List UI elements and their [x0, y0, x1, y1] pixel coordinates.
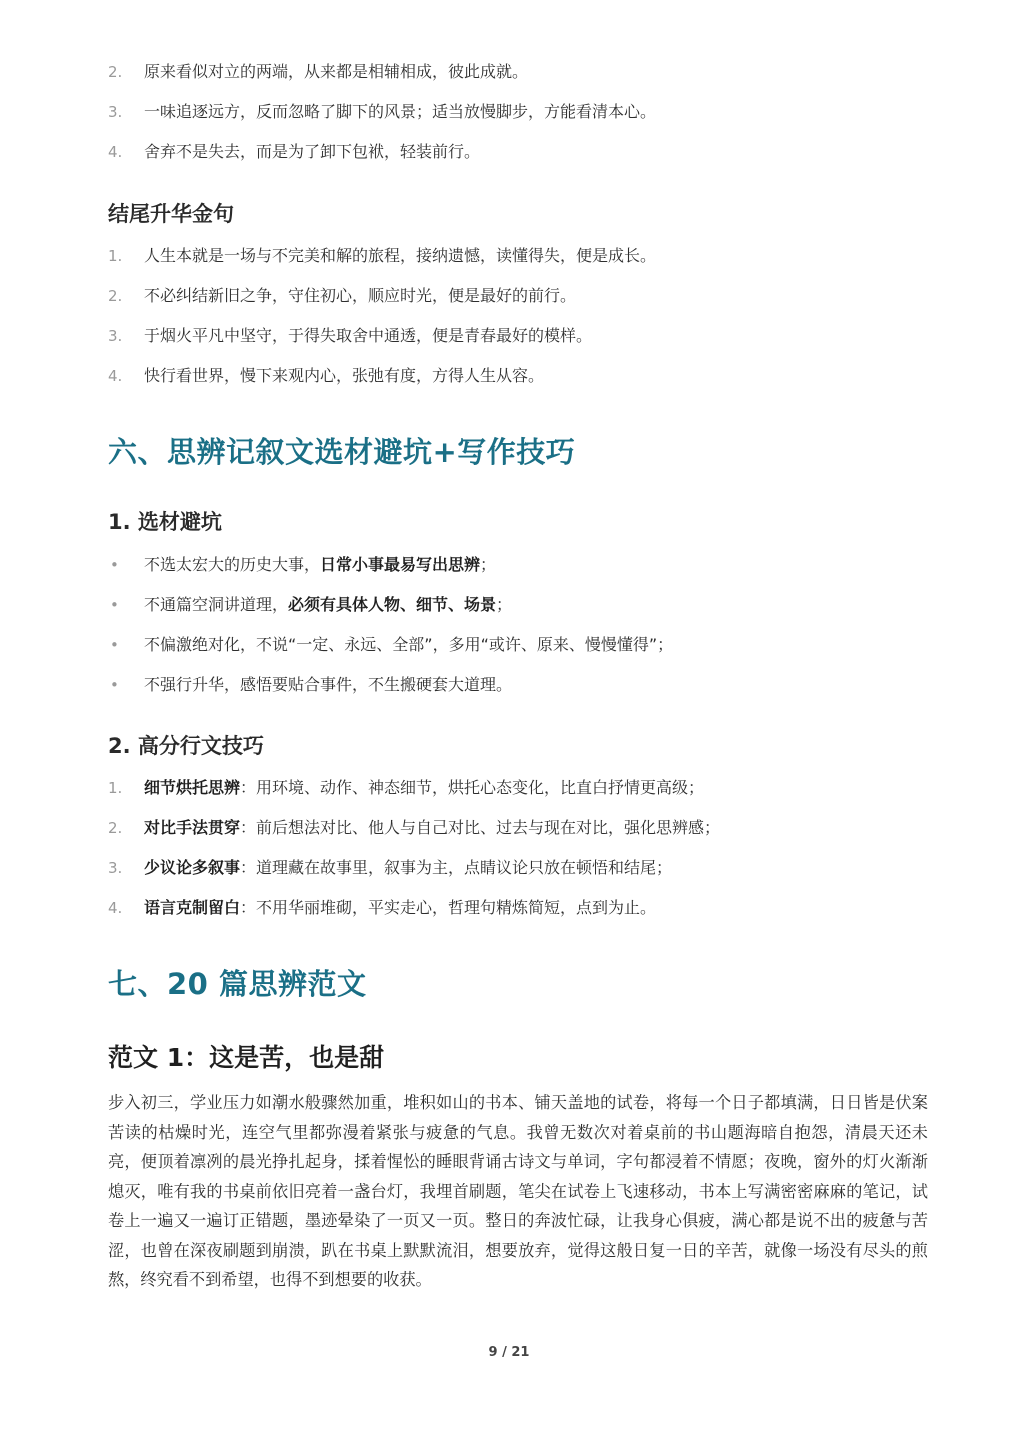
list-item: 1. 人生本就是一场与不完美和解的旅程，接纳遗憾，读懂得失，便是成长。 [108, 246, 657, 265]
list-item: 2. 原来看似对立的两端，从来都是相辅相成，彼此成就。 [108, 62, 529, 81]
essay-title: 范文 1：这是苦，也是甜 [108, 1043, 385, 1072]
list-item: 4. 快行看世界，慢下来观内心，张弛有度，方得人生从容。 [108, 366, 545, 385]
list-item: 4. 语言克制留白：不用华丽堆砌，平实走心，哲理句精炼简短，点到为止。 [108, 898, 657, 917]
page-number: 9 / 21 [488, 1345, 530, 1360]
essay-paragraph: 步入初三，学业压力如潮水般骤然加重，堆积如山的书本、铺天盖地的试卷，将每一个日子都填满，日日皆是伏案苦读的枯燥时光，连空气里都弥漫着紧张与疲惫的气息。我曾无数次对着桌前的书山题海暗自抱怨，清晨天还未亮，便顶着凛冽的晨光挣扎起身，揉着惺忪的睡眼背诵古诗文与单词，字句都浸着不情愿；夜晚，窗外的灯火渐渐熄灭，唯有我的书桌前依旧亮着一盏台灯，我埋首刷题，笔尖在试卷上飞速移动，书本上写满密密麻麻的笔记，试卷上一遍又一遍订正错题，墨迹晕染了一页又一页。整日的奔波忙碌，让我身心俱疲，满心都是说不出的疲惫与苦涩，也曾在深夜刷题到崩溃，趴在书桌上默默流泪，想要放弃，觉得这般日复一日的辛苦，就像一场没有尽头的煎熬，终究看不到希望，也得不到想要的收获。 [108, 1093, 928, 1289]
bullet: • [110, 676, 119, 694]
list-item: 3. 一味追逐远方，反而忽略了脚下的风景；适当放慢脚步，方能看清本心。 [108, 102, 657, 121]
ending-list [108, 236, 656, 396]
subsection-heading: 1. 选材避坑 [108, 510, 222, 534]
bullet: • [110, 636, 119, 654]
continued-list [108, 52, 656, 172]
bullet: • [110, 556, 119, 574]
list-item: • 不通篇空洞讲道理，必须有具体人物、细节、场景； [108, 585, 673, 625]
ending-heading: 结尾升华金句 [108, 202, 234, 226]
section-7-title: 七、20 篇思辨范文 [108, 967, 367, 1001]
writing-tips-list [108, 768, 720, 928]
bullet: • [110, 596, 119, 614]
section-6-title: 六、思辨记叙文选材避坑+写作技巧 [108, 435, 576, 469]
list-item: 2. 对比手法贯穿：前后想法对比、他人与自己对比、过去与现在对比，强化思辨感； [108, 818, 721, 837]
subsection-heading: 2. 高分行文技巧 [108, 734, 264, 758]
list-item: 2. 不必纠结新旧之争，守住初心，顺应时光，便是最好的前行。 [108, 286, 577, 305]
list-item: 4. 舍弃不是失去，而是为了卸下包袱，轻装前行。 [108, 142, 481, 161]
list-item: • 不强行升华，感悟要贴合事件，不生搬硬套大道理。 [108, 665, 673, 705]
list-item: 3. 于烟火平凡中坚守，于得失取舍中通透，便是青春最好的模样。 [108, 326, 593, 345]
list-item: • 不选太宏大的历史大事，日常小事最易写出思辨； [108, 545, 673, 585]
list-item: 3. 少议论多叙事：道理藏在故事里，叙事为主，点睛议论只放在顿悟和结尾； [108, 858, 673, 877]
list-item: • 不偏激绝对化，不说“一定、永远、全部”，多用“或许、原来、慢慢懂得”； [108, 625, 673, 665]
material-pitfalls-list [108, 545, 673, 705]
list-item: 1. 细节烘托思辨：用环境、动作、神态细节，烘托心态变化，比直白抒情更高级； [108, 778, 705, 797]
